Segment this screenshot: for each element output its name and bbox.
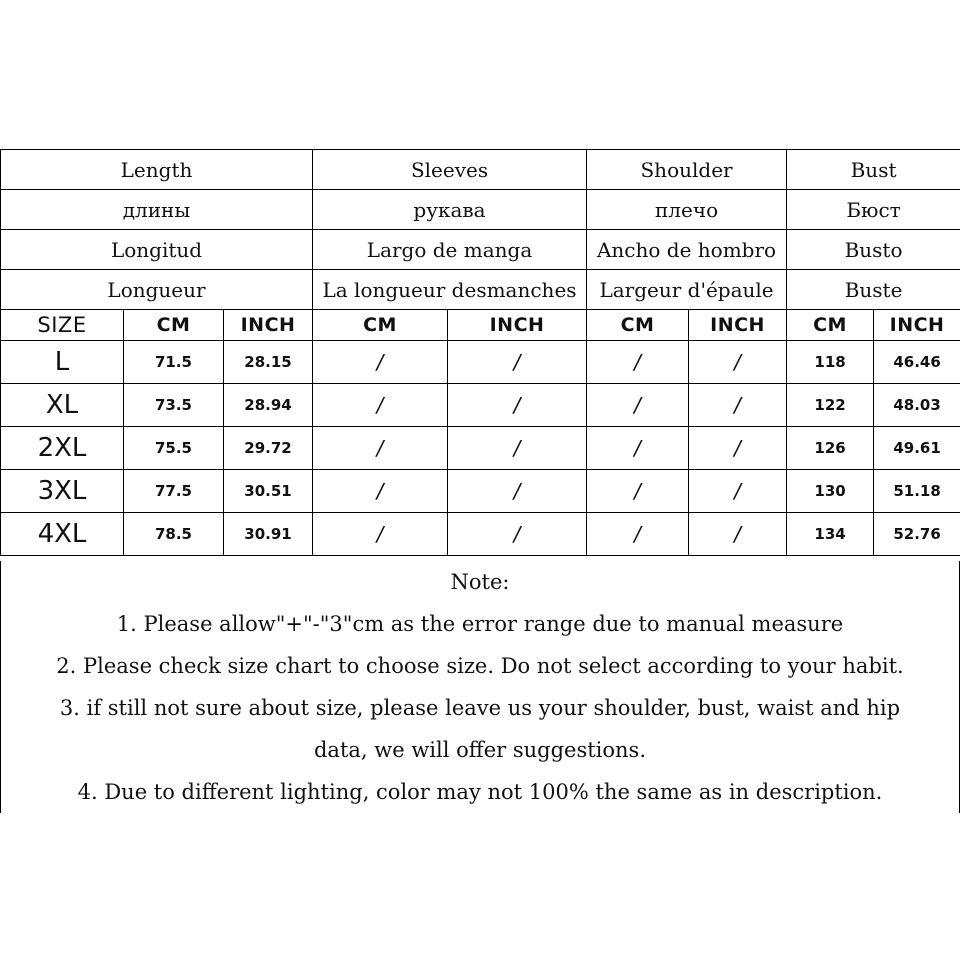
bust-cm-cell: 118 [787, 341, 874, 384]
table-row [1, 513, 960, 556]
column-header: INCH [874, 310, 960, 341]
bust-cm-cell: 134 [787, 513, 874, 556]
header-bust: Busto [787, 230, 960, 270]
length-cm-cell: 71.5 [124, 341, 224, 384]
note-item: 2. Please check size chart to choose size. Do not select according to your habit. [56, 654, 904, 678]
header-sleeves: Largo de manga [313, 230, 587, 270]
bust-cm-cell: 126 [787, 427, 874, 470]
column-header: INCH [224, 310, 313, 341]
header-row-fr [1, 270, 960, 310]
header-length: Longitud [1, 230, 313, 270]
shoulder-inch-cell: / [689, 341, 787, 384]
length-inch-cell: 29.72 [224, 427, 313, 470]
size-chart [0, 149, 960, 813]
note-item: 3. if still not sure about size, please leave us your shoulder, bust, waist and hip [59, 696, 901, 720]
notes-title: Note: [450, 570, 510, 594]
unit-row [1, 310, 960, 341]
shoulder-inch-cell: / [689, 513, 787, 556]
size-cell: L [1, 341, 124, 384]
header-length: Length [1, 150, 313, 190]
note-item: 1. Please allow"+"-"3"cm as the error range due to manual measure [116, 612, 844, 636]
size-cell: 2XL [1, 427, 124, 470]
shoulder-inch-cell: / [689, 470, 787, 513]
header-shoulder: Shoulder [587, 150, 787, 190]
header-length: Longueur [1, 270, 313, 310]
length-inch-cell: 30.91 [224, 513, 313, 556]
column-header: CM [587, 310, 689, 341]
notes-section [0, 561, 960, 813]
shoulder-cm-cell: / [587, 384, 689, 427]
sleeves-cm-cell: / [313, 427, 448, 470]
bust-inch-cell: 51.18 [874, 470, 960, 513]
bust-cm-cell: 122 [787, 384, 874, 427]
bust-cm-cell: 130 [787, 470, 874, 513]
header-bust: Buste [787, 270, 960, 310]
header-row-ru [1, 190, 960, 230]
sleeves-cm-cell: / [313, 513, 448, 556]
table-row [1, 427, 960, 470]
length-cm-cell: 75.5 [124, 427, 224, 470]
header-row-en [1, 150, 960, 190]
column-header: INCH [448, 310, 587, 341]
column-header: INCH [689, 310, 787, 341]
sleeves-cm-cell: / [313, 384, 448, 427]
sleeves-cm-cell: / [313, 470, 448, 513]
size-table [0, 149, 960, 556]
sleeves-inch-cell: / [448, 341, 587, 384]
length-inch-cell: 30.51 [224, 470, 313, 513]
header-bust: Бюст [787, 190, 960, 230]
length-cm-cell: 77.5 [124, 470, 224, 513]
shoulder-cm-cell: / [587, 470, 689, 513]
size-cell: 4XL [1, 513, 124, 556]
header-sleeves: рукава [313, 190, 587, 230]
size-cell: 3XL [1, 470, 124, 513]
header-bust: Bust [787, 150, 960, 190]
length-inch-cell: 28.15 [224, 341, 313, 384]
length-inch-cell: 28.94 [224, 384, 313, 427]
length-cm-cell: 73.5 [124, 384, 224, 427]
bust-inch-cell: 52.76 [874, 513, 960, 556]
shoulder-inch-cell: / [689, 384, 787, 427]
note-item: 4. Due to different lighting, color may not 100% the same as in description. [77, 780, 883, 804]
header-shoulder: плечо [587, 190, 787, 230]
bust-inch-cell: 48.03 [874, 384, 960, 427]
table-row [1, 384, 960, 427]
header-sleeves: Sleeves [313, 150, 587, 190]
bust-inch-cell: 46.46 [874, 341, 960, 384]
header-shoulder: Largeur d'épaule [587, 270, 787, 310]
table-row [1, 470, 960, 513]
header-sleeves: La longueur desmanches [313, 270, 587, 310]
sleeves-cm-cell: / [313, 341, 448, 384]
length-cm-cell: 78.5 [124, 513, 224, 556]
bust-inch-cell: 49.61 [874, 427, 960, 470]
header-shoulder: Ancho de hombro [587, 230, 787, 270]
header-length: длины [1, 190, 313, 230]
column-header: CM [787, 310, 874, 341]
shoulder-cm-cell: / [587, 513, 689, 556]
sleeves-inch-cell: / [448, 427, 587, 470]
sleeves-inch-cell: / [448, 384, 587, 427]
table-row [1, 341, 960, 384]
shoulder-cm-cell: / [587, 427, 689, 470]
note-item: data, we will offer suggestions. [313, 738, 647, 762]
column-header: CM [313, 310, 448, 341]
size-cell: XL [1, 384, 124, 427]
sleeves-inch-cell: / [448, 470, 587, 513]
column-header: SIZE [1, 310, 124, 341]
column-header: CM [124, 310, 224, 341]
sleeves-inch-cell: / [448, 513, 587, 556]
header-row-es [1, 230, 960, 270]
shoulder-inch-cell: / [689, 427, 787, 470]
shoulder-cm-cell: / [587, 341, 689, 384]
